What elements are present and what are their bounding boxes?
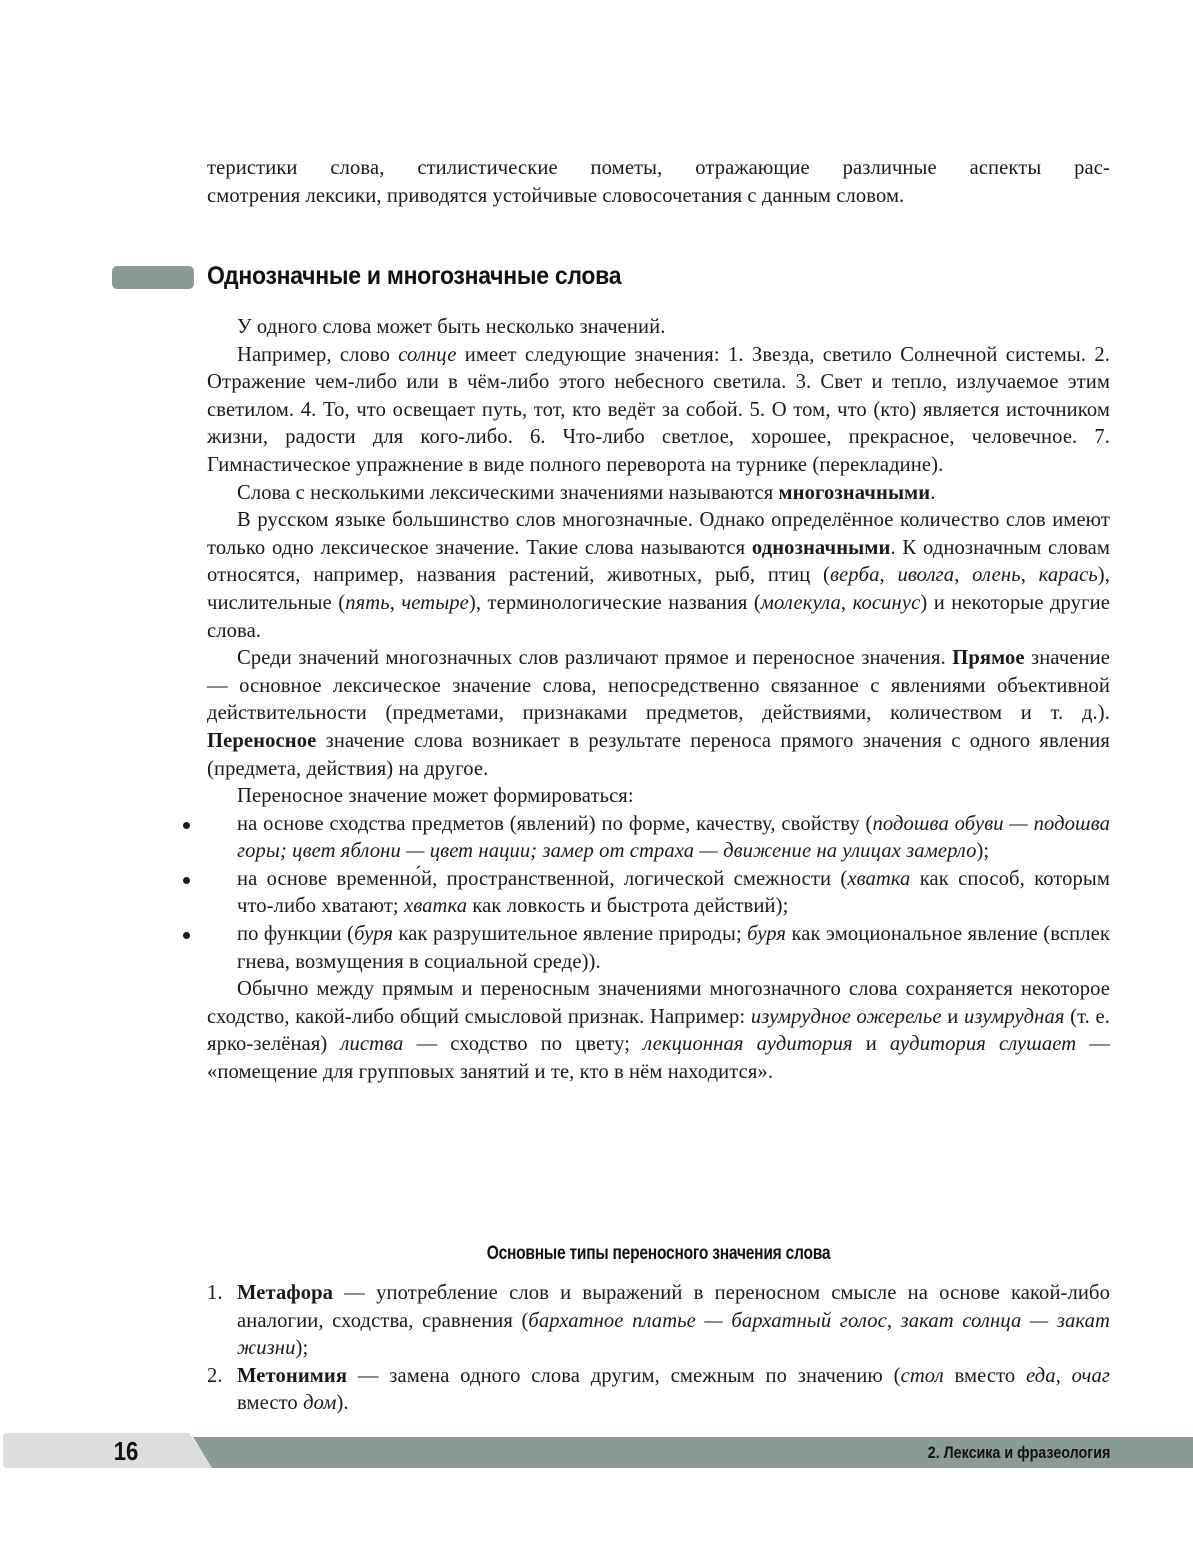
- intro-line-2: смотрения лексики, приводятся устойчивые словосочетания с данным словом.: [207, 184, 905, 207]
- term-polysemous: многозначными: [778, 481, 931, 504]
- running-chapter-title: 2. Лексика и фразеология: [927, 1443, 1110, 1462]
- example-word: солнце: [398, 343, 457, 366]
- example-word: иволга: [897, 564, 955, 587]
- text: Обычно между прямым и переносным значениями многозначного слова сохраняется некоторое сходство, какой-либо общий смысловой признак. Например:: [207, 978, 1110, 1028]
- page-number: 16: [113, 1436, 139, 1466]
- subsection-title-text: Основные типы переносного значения слова: [486, 1243, 831, 1264]
- list-number: 2.: [207, 1364, 223, 1387]
- example-word: буря: [747, 923, 787, 946]
- example-word: хватка: [847, 867, 911, 890]
- bullet-list: [207, 811, 1110, 977]
- text: вместо: [943, 1364, 1027, 1387]
- example-word: карась: [1038, 564, 1098, 587]
- section-body: [207, 314, 1110, 1087]
- example-word: изумрудная: [963, 1005, 1065, 1028]
- text: ), числительные (: [207, 564, 1111, 614]
- example-word: стол: [900, 1364, 944, 1387]
- paragraph-6: Переносное значение может формироваться:: [237, 785, 634, 808]
- text: — употребление слов и выражений в переносном смысле на основе какой-либо аналогии, сходства, сравнения (: [237, 1282, 1110, 1332]
- example-phrase: изумрудное ожерелье: [750, 1005, 942, 1028]
- paragraph-7: [207, 976, 1110, 1086]
- text: Например, слово: [237, 343, 399, 366]
- example-word: пять: [345, 591, 390, 614]
- text: ), терминологические названия (: [468, 591, 761, 614]
- list-item: [207, 811, 1110, 866]
- text: как способ, которым что-либо хватают;: [237, 867, 1111, 918]
- list-number: 1.: [207, 1282, 223, 1304]
- example-phrase: аудитория слушает: [889, 1033, 1077, 1056]
- example-word: листва: [340, 1033, 404, 1056]
- text: как ловкость и быстрота действий);: [467, 895, 789, 918]
- term-direct: Прямое: [952, 647, 1025, 670]
- paragraph-5: [207, 645, 1110, 783]
- subsection-title: [207, 1243, 1110, 1265]
- text: — сходство по цвету;: [403, 1033, 644, 1056]
- text: имеет следующие значения: 1. Звезда, светило Солнечной системы. 2. Отражение чем-либо или в чём-либо этого небесного светила. 3. Свет и тепло, излучаемое этим светилом. 4. То, что освещает путь, тот, кто ведёт за собой. 5. О том, что (кто) является источником жизни, радости для кого-либо. 6. Что-либо светлое, хорошее, прекрасное, человечное. 7. Гимнастическое упражнение в виде полного переворота на турнике (перекладине).: [207, 343, 1110, 476]
- text: В русском языке большинство слов многозначные. Однако определённое количество слов имеют только одно лексическое значение. Такие слова называются: [207, 509, 1110, 559]
- list-item-metaphor: [207, 1280, 1110, 1363]
- example-word: олень: [972, 564, 1021, 587]
- example-word: еда: [1026, 1364, 1056, 1387]
- text: ).: [336, 1392, 349, 1415]
- text: Среди значений многозначных слов различают прямое и переносное значения.: [237, 647, 953, 670]
- text: .: [930, 481, 936, 504]
- example-text: бархатное платье — бархатный голос, закат солнца — закат жизни: [237, 1309, 1110, 1360]
- list-item-metonymy: [207, 1363, 1110, 1418]
- paragraph-1: У одного слова может быть несколько значений.: [237, 316, 666, 338]
- example-word: четыре: [401, 591, 469, 614]
- paragraph-3: [207, 480, 1110, 508]
- example-phrase: лекционная аудитория: [643, 1033, 853, 1056]
- example-word: буря: [354, 923, 394, 946]
- term-metonymy: Метонимия: [237, 1364, 348, 1387]
- text: значение слова возникает в результате переноса прямого значения с одного явления (предмета, действия) на другое.: [207, 729, 1110, 780]
- text: );: [295, 1337, 309, 1360]
- example-word: молекула: [760, 591, 841, 614]
- example-word: хватка: [404, 895, 468, 918]
- text: ) и некоторые другие слова.: [207, 591, 1110, 642]
- term-figurative: Переносное: [207, 729, 317, 752]
- subsection-body: [207, 1280, 1110, 1418]
- example-word: очаг: [1071, 1364, 1110, 1387]
- section-marker-bar: [112, 266, 194, 289]
- text: и: [941, 1005, 964, 1028]
- example-word: дом: [303, 1392, 337, 1415]
- text: (т. е. ярко-зелёная): [207, 1005, 1111, 1056]
- text: как разрушительное явление природы;: [393, 923, 748, 946]
- text: на основе сходства предметов (явлений) по форме, качеству, свойству (: [237, 812, 873, 835]
- text: и: [852, 1033, 890, 1056]
- text: );: [976, 840, 990, 863]
- text: значение — основное лексическое значение слова, непосредственно связанное с явлениями объективной действительности (предметами, признаками предметов, действиями, количеством и т. д.).: [207, 647, 1110, 725]
- text: на основе временно́й, пространственной, логической смежности (: [237, 867, 848, 890]
- text: по функции (: [237, 923, 355, 946]
- example-word: верба: [830, 564, 880, 587]
- text: . К однозначным словам относятся, например, названия растений, животных, рыб, птиц (: [207, 536, 1111, 587]
- text: Слова с несколькими лексическими значениями называются: [237, 481, 779, 504]
- intro-paragraph: [207, 155, 1110, 210]
- term-metaphor: Метафора: [237, 1282, 334, 1304]
- text: ,: [1055, 1364, 1072, 1387]
- example-word: косинус: [852, 591, 921, 614]
- term-monosemous: однозначными: [751, 536, 891, 559]
- list-item: [207, 921, 1110, 976]
- text: вместо: [237, 1392, 304, 1415]
- paragraph-2: [207, 342, 1110, 480]
- text: как эмоциональное явление (всплек гнева, возмущения в социальной среде)).: [237, 923, 1110, 973]
- example-text: подошва обуви — подошва горы; цвет яблони — цвет нации; замер от страха — движение на улицах замерло: [237, 812, 1110, 863]
- list-item: [207, 866, 1110, 921]
- paragraph-4: В русском языке большинство слов многозначные. Однако определённое количество слов имеют только одно лексическое значение. Такие слова называются однозначными. К однозначным словам относятся, например, названия растений, животных, рыб, птиц (верба, иволга, олень, карась), числительные (пять, четыре), терминологические названия (молекула, косинус) и некоторые другие слова.: [207, 509, 1111, 642]
- text: — замена одного слова другим, смежным по значению (: [347, 1364, 901, 1387]
- text: — «помещение для групповых занятий и те, кто в нём находится».: [207, 1033, 1110, 1084]
- bullet-icon: [183, 877, 190, 884]
- bullet-icon: [183, 822, 190, 829]
- intro-line-1: теристики слова, стилистические пометы, отражающие различные аспекты рас-: [207, 157, 1110, 179]
- bullet-icon: [183, 932, 190, 939]
- section-title: Однозначные и многозначные слова: [207, 262, 622, 290]
- numbered-list: [207, 1280, 1110, 1418]
